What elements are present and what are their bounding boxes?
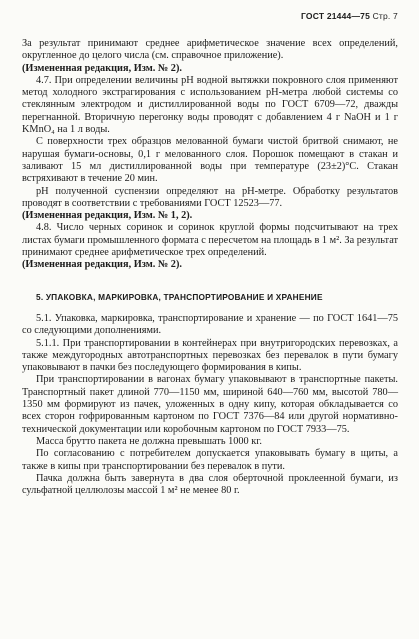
page-header xyxy=(301,11,398,21)
revision-note: (Измененная редакция, Изм. № 2). xyxy=(22,62,182,74)
body-text xyxy=(22,38,398,497)
section-title: 5. УПАКОВКА, МАРКИРОВКА, ТРАНСПОРТИРОВАНИЕ И ХРАНЕНИЕ xyxy=(36,291,323,302)
paragraph: Масса брутто пакета не должна превышать 1000 кг. xyxy=(36,435,262,447)
paragraph: 4.7. При определении величины pH водной вытяжки покровного слоя применяют метод холодного экстрагирования с использованием pH-метра любой системы со стеклянным электродом и дистиллированной воды по ГОСТ 6709—72, дважды перегнанной. Вторичную перегонку воды проводят с добавлением 4 г NaOH и 1 г KMnO₄ на 1 л воды. xyxy=(22,74,398,136)
paragraph: При транспортировании в вагонах бумагу упаковывают в транспортные пакеты. Транспортный пакет длиной 770—1150 мм, шириной 640—760 мм, высотой 780—1350 мм формируют из пачек, уложенных в одну кипу, которая обкладывается со всех сторон гофрированным картоном по ГОСТ 7376—84 или другой нормативно-технической документации или коробочным картоном по ГОСТ 7933—75. xyxy=(22,374,398,435)
paragraph: За результат принимают среднее арифметическое значение всех определений, округленное до целого числа (см. справочное приложение). xyxy=(22,38,398,62)
paragraph: С поверхности трех образцов мелованной бумаги чистой бритвой снимают, не нарушая бумаги-основы, 0,1 г мелованного слоя. Порошок помещают в стакан и заливают 15 мл дистиллированной воды при температуре (23±2)°С. Стакан встряхивают в течение 20 мин. xyxy=(22,136,398,185)
revision-note: (Измененная редакция, Изм. № 2). xyxy=(22,259,182,271)
paragraph: 5.1. Упаковка, маркировка, транспортирование и хранение — по ГОСТ 1641—75 со следующими дополнениями. xyxy=(22,312,398,337)
standard-number: ГОСТ 21444—75 xyxy=(301,11,371,21)
paragraph: pH полученной суспензии определяют на pH-метре. Обработку результатов проводят в соответствии с требованиями ГОСТ 12523—77. xyxy=(22,185,398,209)
paragraph: 4.8. Число черных соринок и соринок круглой формы подсчитывают на трех листах бумаги промышленного формата с пересчетом на площадь в 1 м². За результат принимают среднее арифметическое трех определений. xyxy=(22,222,398,259)
paragraph: 5.1.1. При транспортировании в контейнерах при внутригородских перевозках, а также междугородных автотранспортных перевозках без перевалок в пути бумагу упаковывают в пачки без последующего формирования в кипы. xyxy=(22,337,398,374)
page-number: Стр. 7 xyxy=(372,11,398,21)
revision-note: (Измененная редакция, Изм. № 1, 2). xyxy=(22,210,193,222)
paragraph: Пачка должна быть завернута в два слоя оберточной проклеенной бумаги, из сульфатной целлюлозы массой 1 м² не менее 80 г. xyxy=(22,472,398,497)
paragraph: По согласованию с потребителем допускается упаковывать бумагу в щиты, а также в кипы при транспортировании без перевалок в пути. xyxy=(22,448,398,472)
